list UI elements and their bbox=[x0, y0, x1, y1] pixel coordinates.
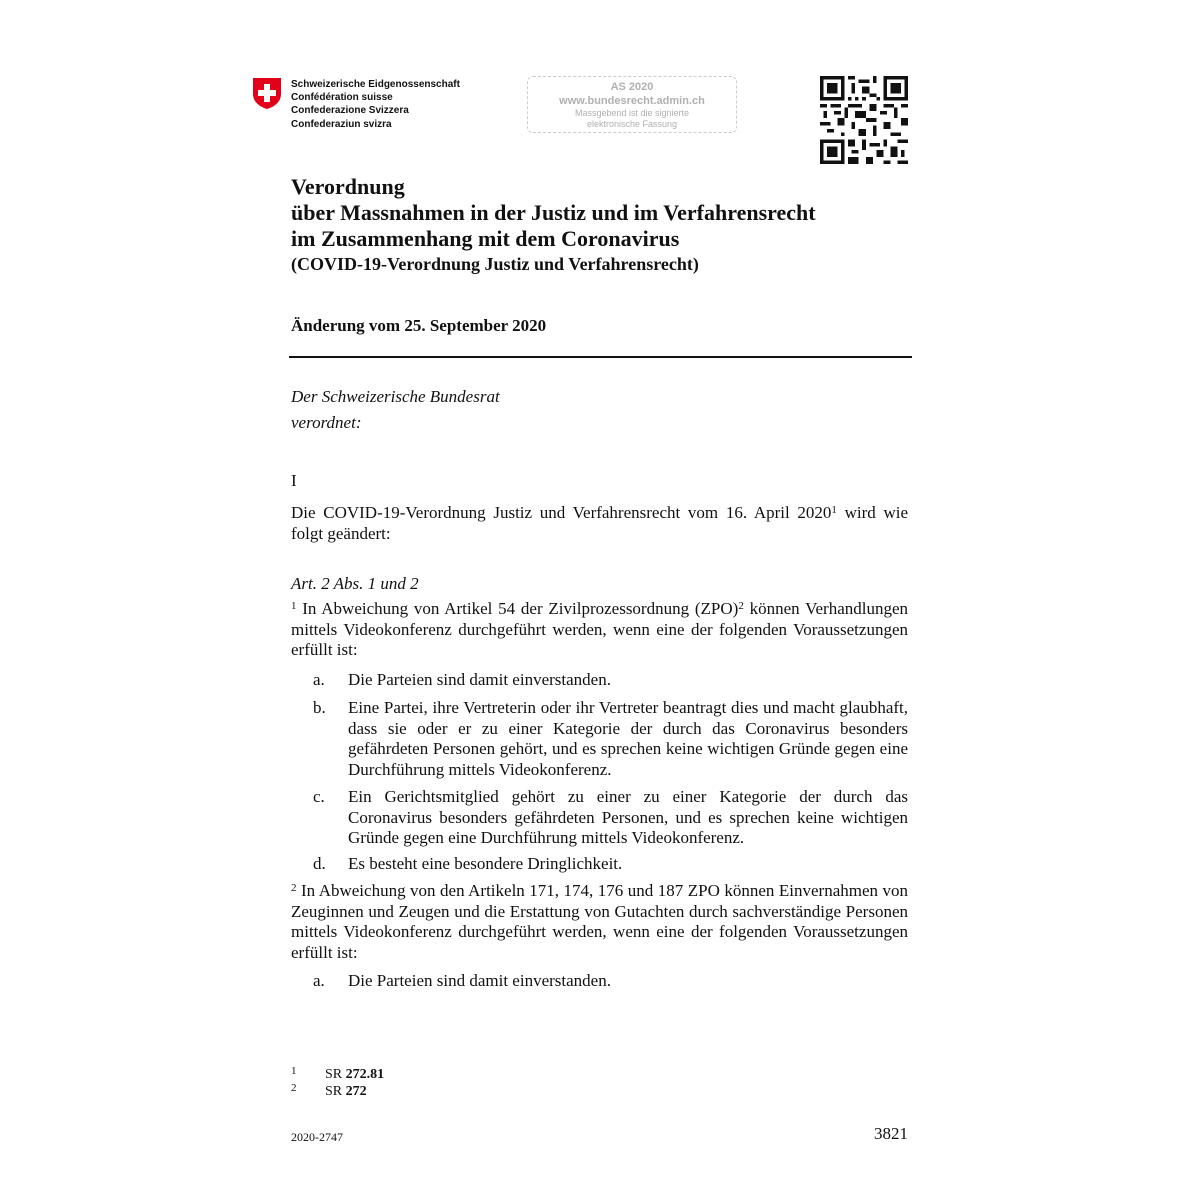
document-code: 2020-2747 bbox=[291, 1130, 343, 1144]
footnote-sr-link[interactable]: 272 bbox=[345, 1084, 367, 1099]
list-item bbox=[313, 854, 908, 875]
paragraph-2 bbox=[291, 881, 908, 963]
short-title: (COVID-19-Verordnung Justiz und Verfahrensrecht) bbox=[291, 254, 699, 274]
list-text: Die Parteien sind damit einverstanden. bbox=[348, 670, 611, 689]
footnote-number: 1 bbox=[291, 1065, 297, 1077]
swiss-cross-shield-icon bbox=[252, 77, 282, 110]
page-number: 3821 bbox=[874, 1124, 908, 1143]
stamp-website: www.bundesrecht.admin.ch bbox=[559, 95, 705, 107]
list-text: Eine Partei, ihre Vertreterin oder ihr Vertreter beantragt dies und macht glaubhaft, dass sie oder er zu einer Kategorie der durch das Coronavirus besonders gefährdeten Personen gehört, und es sprechen keine wichtigen Gründe gegen eine Durchführung mittels Videokonferenz. bbox=[348, 698, 908, 779]
stamp-note-line1: Massgebend ist die signierte bbox=[574, 108, 690, 118]
paragraph-1-text-end: können Verhandlungen mittels Videokonferenz durchgeführt werden, wenn eine der folgenden Voraussetzungen erfüllt ist: bbox=[291, 599, 909, 659]
issuing-authority: Der Schweizerische Bundesrat bbox=[291, 387, 500, 406]
qr-code-icon bbox=[820, 76, 908, 164]
article-title: Art. 2 Abs. 1 und 2 bbox=[291, 574, 419, 593]
footnote-prefix: SR bbox=[325, 1084, 346, 1099]
footnote-number: 2 bbox=[291, 1082, 297, 1094]
intro-text-start: Die COVID-19-Verordnung Justiz und Verfahrensrecht vom 16. April 2020 bbox=[291, 503, 832, 522]
confederation-line-rm: Confederaziun svizra bbox=[291, 118, 392, 130]
stamp-note-line2: elektronische Fassung bbox=[586, 119, 678, 129]
section-numeral: I bbox=[291, 471, 297, 490]
list-item bbox=[313, 787, 908, 849]
footnote-ref-2[interactable]: 2 bbox=[738, 600, 744, 612]
footnote-2 bbox=[291, 1080, 367, 1100]
list-item bbox=[313, 698, 908, 780]
paragraph-1-text-start: In Abweichung von Artikel 54 der Zivilprozessordnung (ZPO) bbox=[296, 599, 739, 618]
list-text: Die Parteien sind damit einverstanden. bbox=[348, 971, 611, 990]
footnote-sr-link[interactable]: 272.81 bbox=[345, 1067, 385, 1082]
footnote-prefix: SR bbox=[325, 1067, 346, 1082]
list-letter: a. bbox=[313, 971, 325, 990]
list-letter: a. bbox=[313, 670, 325, 689]
list-letter: c. bbox=[313, 787, 325, 806]
paragraph-1 bbox=[291, 599, 908, 661]
title-line-1: Verordnung bbox=[291, 174, 405, 199]
stamp-as-number: AS 2020 bbox=[610, 81, 654, 93]
list-letter: d. bbox=[313, 854, 326, 873]
title-line-2: über Massnahmen in der Justiz und im Verfahrensrecht bbox=[291, 200, 816, 225]
intro-text-end: wird wie folgt geändert: bbox=[291, 503, 908, 543]
paragraph-number-2: 2 bbox=[291, 882, 297, 894]
list-text: Ein Gerichtsmitglied gehört zu einer zu einer Kategorie der durch das Coronavirus besonders gefährdeten Personen, und es sprechen keine wichtigen Gründe gegen eine Durchführung mittels Videokonferenz. bbox=[348, 787, 908, 847]
header-divider bbox=[289, 356, 912, 358]
title-line-3: im Zusammenhang mit dem Coronavirus bbox=[291, 226, 680, 251]
list-letter: b. bbox=[313, 698, 326, 717]
confederation-line-it: Confederazione Svizzera bbox=[291, 105, 409, 117]
confederation-line-de: Schweizerische Eidgenossenschaft bbox=[291, 79, 460, 90]
decrees-word: verordnet: bbox=[291, 413, 362, 432]
list-text: Es besteht eine besondere Dringlichkeit. bbox=[348, 854, 623, 873]
document-title bbox=[291, 174, 816, 252]
amendment-intro-paragraph bbox=[291, 503, 908, 544]
list-item bbox=[313, 971, 908, 992]
paragraph-number-1: 1 bbox=[291, 600, 297, 612]
footnote-ref-1[interactable]: 1 bbox=[831, 504, 837, 516]
confederation-line-fr: Confédération suisse bbox=[291, 92, 393, 104]
amendment-date: Änderung vom 25. September 2020 bbox=[291, 316, 547, 335]
confederation-name-block bbox=[291, 78, 460, 131]
list-item bbox=[313, 670, 908, 691]
publication-stamp bbox=[527, 76, 737, 133]
paragraph-2-text: In Abweichung von den Artikeln 171, 174, 176 und 187 ZPO können Einvernahmen von Zeuginnen und Zeugen und die Erstattung von Gutachten durch sachverständige Personen mittels Videokonferenz durchgeführt werden, wenn eine der folgenden Voraussetzungen erfüllt ist: bbox=[291, 881, 908, 962]
